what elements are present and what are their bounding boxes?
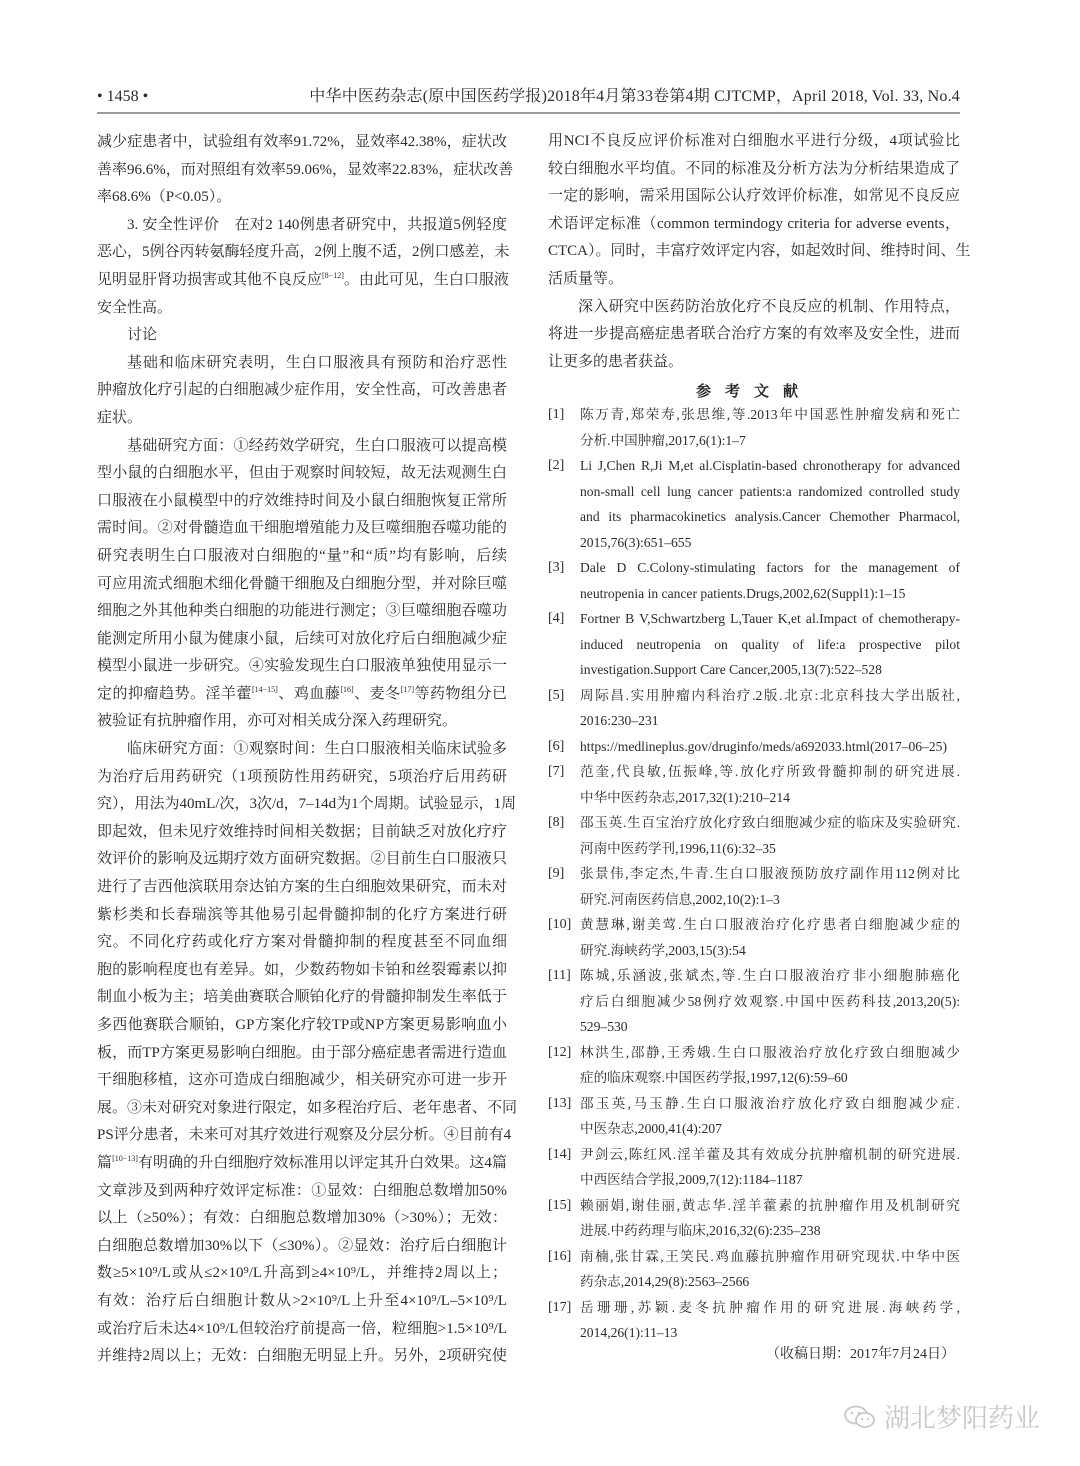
text-line xyxy=(97,212,507,240)
text-segment: 数≥5×10⁹/L或从≤2×10⁹/L升高到≥4×10⁹/L，并维持2周以上； xyxy=(97,1265,507,1282)
citation-superscript: [10−13] xyxy=(112,1153,138,1163)
text-segment: 3. 安全性评价 在对2 140例患者研究中，共报道5例轻度 xyxy=(127,216,507,233)
right-column xyxy=(548,128,971,376)
reference-item xyxy=(548,683,960,734)
reference-number: [17] xyxy=(548,1299,572,1315)
text-line xyxy=(97,736,507,764)
text-segment: 白细胞总数增加30%以下（≤30%）。②显效：治疗后白细胞计 xyxy=(97,1237,507,1254)
text-line xyxy=(548,156,960,184)
reference-line: Dale D C.Colony-stimulating factors for the management of xyxy=(580,560,960,575)
reference-line: https://medlineplus.gov/druginfo/meds/a692033.html(2017–06–25) xyxy=(580,738,948,754)
text-line xyxy=(97,791,517,819)
received-date: （收稿日期：2017年7月24日） xyxy=(766,1347,955,1362)
text-line xyxy=(97,1205,507,1233)
text-line xyxy=(97,405,507,433)
reference-line: 进展.中药药理与临床,2016,32(6):235–238 xyxy=(580,1223,821,1238)
text-line xyxy=(97,184,507,212)
text-segment: 胞的影响程度也有差异。如，少数药物如卡铂和丝裂霉素以抑 xyxy=(97,961,507,978)
reference-number: [7] xyxy=(548,764,565,779)
reference-item xyxy=(548,734,960,760)
text-segment: 文章涉及到两种疗效评定标准：①显效：白细胞总数增加50% xyxy=(97,1182,507,1199)
text-segment: 临床研究方面：①观察时间：生白口服液相关临床试验多 xyxy=(127,741,507,758)
text-line xyxy=(97,1150,507,1178)
reference-line: 河南中医药学刊,1996,11(6):32–35 xyxy=(580,840,776,856)
reference-line: 药杂志,2014,29(8):2563–2566 xyxy=(580,1274,750,1289)
text-segment: 让更多的患者获益。 xyxy=(548,353,684,370)
text-line xyxy=(97,295,507,323)
reference-number: [11] xyxy=(548,968,571,983)
reference-line: 赖丽娟,谢佳丽,黄志华.淫羊藿素的抗肿瘤作用及机制研究 xyxy=(580,1197,960,1213)
text-segment: 减少症患者中，试验组有效率91.72%，显效率42.38%，症状改 xyxy=(97,134,507,150)
text-segment: 将进一步提高癌症患者联合治疗方案的有效率及安全性，进而 xyxy=(548,326,960,343)
wechat-icon xyxy=(842,1404,878,1430)
text-line xyxy=(97,543,507,571)
text-segment: 需时间。②对骨髓造血干细胞增殖能力及巨噬细胞吞噬功能的 xyxy=(97,520,507,537)
reference-number: [3] xyxy=(548,560,565,575)
text-line xyxy=(548,211,960,239)
text-segment: 篇 xyxy=(97,1154,113,1171)
reference-line: neutropenia in cancer patients.Drugs,2002,62(Suppl1):1–15 xyxy=(580,585,906,601)
text-line xyxy=(97,515,507,543)
citation-superscript: [8−12] xyxy=(322,270,344,280)
text-segment: 并维持2周以上；无效：白细胞无明显上升。另外，2项研究使 xyxy=(97,1348,507,1365)
reference-number: [5] xyxy=(548,687,565,703)
text-line xyxy=(97,957,507,985)
text-segment: 板，而TP方案更易影响白细胞。由于部分癌症患者需进行造血 xyxy=(97,1044,507,1061)
text-segment: 即起效，但未见疗效维持时间相关数据；目前缺乏对放化疗疗 xyxy=(97,823,507,840)
reference-line: 邵玉英,马玉静.生白口服液治疗放化疗致白细胞减少症. xyxy=(580,1095,960,1111)
reference-line: 范奎,代良敏,伍振峰,等.放化疗所致骨髓抑制的研究进展. xyxy=(580,764,960,779)
reference-item xyxy=(548,861,960,912)
reference-item xyxy=(548,606,960,683)
citation-superscript: [14−15] xyxy=(251,684,278,694)
text-segment: 有效：治疗后白细胞计数从>2×10⁹/L上升至4×10⁹/L–5×10⁹/L xyxy=(97,1292,507,1309)
references-title: 参考文献 xyxy=(695,384,812,400)
reference-item xyxy=(548,963,960,1040)
text-segment: 制血小板为主；培美曲赛联合顺铂化疗的骨髓抑制发生率低于 xyxy=(97,989,507,1006)
text-segment: 术语评定标准（common termindogy criteria for adverse events， xyxy=(548,215,960,232)
text-segment: 一定的影响，需采用国际公认疗效评价标准，如常见不良反应 xyxy=(548,188,960,205)
reference-line: and its pharmacokinetics analysis.Cancer Chemother Pharmacol, xyxy=(580,509,960,524)
reference-number: [2] xyxy=(548,458,565,473)
text-line xyxy=(97,433,507,461)
text-line xyxy=(97,984,507,1012)
text-line xyxy=(97,377,507,405)
text-line xyxy=(97,1233,507,1261)
text-segment: CTCA）。同时，丰富疗效评定内容，如起效时间、维持时间、生 xyxy=(548,243,971,260)
reference-line: 黄慧琳,谢美莺.生白口服液治疗化疗患者白细胞减少症的 xyxy=(580,917,960,932)
reference-line: investigation.Support Care Cancer,2005,13(7):522–528 xyxy=(580,662,882,677)
text-line xyxy=(97,1122,512,1150)
text-segment: 较白细胞水平均值。不同的标准及分析方法为分析结果造成了 xyxy=(548,160,960,177)
reference-number: [6] xyxy=(548,738,565,754)
reference-line: 中医杂志,2000,41(4):207 xyxy=(580,1121,722,1136)
reference-item xyxy=(548,1142,960,1193)
text-line xyxy=(97,1316,507,1344)
text-segment: 型小鼠的白细胞水平，但由于观察时间较短，故无法观测生白 xyxy=(97,465,507,482)
reference-line: 分析.中国肿瘤,2017,6(1):1–7 xyxy=(580,432,746,448)
reference-line: 周际昌.实用肿瘤内科治疗.2版.北京:北京科技大学出版社, xyxy=(580,687,960,703)
reference-line: induced neutropenia on quality of life:a prospective pilot xyxy=(580,636,960,652)
text-segment: 定的抑瘤趋势。淫羊藿 xyxy=(97,685,252,702)
reference-number: [14] xyxy=(548,1146,572,1162)
reference-number: [10] xyxy=(548,917,572,932)
reference-line: 2014,26(1):11–13 xyxy=(580,1325,678,1340)
text-segment: 研究表明生白口服液对白细胞的“量”和“质”均有影响，后续 xyxy=(97,547,507,564)
header-rule xyxy=(97,112,960,114)
text-segment: 用NCI不良反应评价标准对白细胞水平进行分级，4项试验比 xyxy=(548,133,960,149)
reference-line: 症的临床观察.中国医药学报,1997,12(6):59–60 xyxy=(580,1070,848,1085)
reference-line: 2015,76(3):651–655 xyxy=(580,534,692,550)
text-line xyxy=(97,1067,507,1095)
text-segment: 恶心，5例谷丙转氨酶轻度升高，2例上腹不适，2例口感差，未 xyxy=(97,244,510,261)
reference-line: 疗后白细胞减少58例疗效观察.中国中医药科技,2013,20(5): xyxy=(580,993,960,1009)
text-segment: 被验证有抗肿瘤作用，亦可对相关成分深入药理研究。 xyxy=(97,713,458,730)
reference-line: 2016:230–231 xyxy=(580,713,659,728)
text-segment: 深入研究中医药防治放化疗不良反应的机制、作用特点， xyxy=(578,298,960,315)
text-segment: 见明显肝肾功损害或其他不良反应 xyxy=(97,271,323,288)
reference-number: [12] xyxy=(548,1044,572,1060)
text-segment: 症状。 xyxy=(97,409,143,426)
text-segment: 。由此可见，生白口服液 xyxy=(343,271,509,288)
text-line xyxy=(97,571,507,599)
text-line xyxy=(97,1343,507,1371)
reference-line: 研究.海峡药学,2003,15(3):54 xyxy=(580,942,746,958)
text-line xyxy=(97,874,507,902)
reference-number: [15] xyxy=(548,1197,572,1213)
reference-item xyxy=(548,759,960,810)
text-line xyxy=(548,128,960,156)
text-line xyxy=(97,1288,507,1316)
text-segment: 或治疗后未达4×10⁹/L但较治疗前提高一倍，粒细胞>1.5×10⁹/L xyxy=(97,1320,507,1337)
text-segment: 为治疗后用药研究（1项预防性用药研究，5项治疗后用药研 xyxy=(97,768,507,785)
text-segment: 展。③未对研究对象进行限定，如多程治疗后、老年患者、不同 xyxy=(97,1099,518,1116)
text-segment: 基础研究方面：①经药效学研究，生白口服液可以提高模 xyxy=(127,437,507,454)
reference-line: 陈万青,郑荣寿,张思维,等.2013年中国恶性肿瘤发病和死亡 xyxy=(580,407,960,422)
text-segment: 讨论 xyxy=(127,327,158,344)
reference-number: [8] xyxy=(548,815,565,830)
text-line xyxy=(97,322,507,350)
text-segment: 以上（≥50%）；有效：白细胞总数增加30%（>30%）；无效： xyxy=(97,1210,507,1227)
text-segment: 、鸡血藤 xyxy=(277,685,341,702)
text-segment: 安全性高。 xyxy=(97,299,173,316)
text-segment: 效评价的影响及远期疗效方面研究数据。②目前生白口服液只 xyxy=(97,851,507,868)
reference-line: 中华中医药杂志,2017,32(1):210–214 xyxy=(580,789,790,805)
reference-line: 林洪生,邵静,王秀娥.生白口服液治疗放化疗致白细胞减少 xyxy=(580,1044,960,1060)
text-segment: 紫杉类和长春瑞滨等其他易引起骨髓抑制的化疗方案进行研 xyxy=(97,906,507,923)
text-line xyxy=(97,708,507,736)
text-line xyxy=(97,598,507,626)
reference-item xyxy=(548,1295,960,1346)
reference-item xyxy=(548,555,960,606)
text-line xyxy=(97,460,507,488)
text-line xyxy=(97,488,507,516)
reference-list xyxy=(548,402,960,1346)
reference-number: [9] xyxy=(548,866,565,881)
watermark xyxy=(842,1398,1040,1435)
text-line xyxy=(97,653,507,681)
text-segment: 可应用流式细胞术细化骨髓干细胞及白细胞分型，并对除巨噬 xyxy=(97,575,507,592)
reference-item xyxy=(548,1091,960,1142)
reference-item xyxy=(548,810,960,861)
text-line xyxy=(97,157,514,185)
reference-item xyxy=(548,1040,960,1091)
reference-line: Li J,Chen R,Ji M,et al.Cisplatin-based chronotherapy for advanced xyxy=(580,458,960,473)
text-line xyxy=(548,238,971,266)
text-line xyxy=(97,626,507,654)
text-segment: 细胞之外其他种类白细胞的功能进行测定；③巨噬细胞吞噬功 xyxy=(97,603,507,620)
text-line xyxy=(548,294,960,322)
reference-line: 岳珊珊,苏颖.麦冬抗肿瘤作用的研究进展.海峡药学, xyxy=(580,1299,960,1315)
text-segment: 口服液在小鼠模型中的疗效维持时间及小鼠白细胞恢复正常所 xyxy=(97,492,507,509)
citation-superscript: [17] xyxy=(400,684,414,694)
text-line xyxy=(97,239,510,267)
text-segment: 基础和临床研究表明，生白口服液具有预防和治疗恶性 xyxy=(127,354,507,371)
reference-line: 南楠,张甘霖,王笑民.鸡血藤抗肿瘤作用研究现状.中华中医 xyxy=(580,1248,960,1264)
reference-line: 张景伟,李定杰,牛青.生白口服液预防放疗副作用112例对比 xyxy=(580,866,960,881)
reference-line: 529–530 xyxy=(580,1019,628,1034)
text-segment: 善率96.6%，而对照组有效率59.06%，显效率22.83%，症状改善 xyxy=(97,161,514,178)
text-segment: 多西他赛联合顺铂，GP方案化疗较TP或NP方案更易影响血小 xyxy=(97,1017,507,1033)
text-line xyxy=(97,267,507,295)
text-line xyxy=(97,129,507,157)
text-segment: 究。不同化疗药或化疗方案对骨髓抑制的程度甚至不同血细 xyxy=(97,934,507,951)
text-segment: 有明确的升白细胞疗效标准用以评定其升白效果。这4篇 xyxy=(137,1154,507,1171)
reference-number: [16] xyxy=(548,1248,572,1264)
text-line xyxy=(97,1178,507,1206)
text-segment: 、麦冬 xyxy=(353,685,401,702)
reference-line: 陈城,乐涵波,张斌杰,等.生白口服液治疗非小细胞肺癌化 xyxy=(580,968,960,983)
reference-number: [1] xyxy=(548,407,565,422)
text-segment: PS评分患者，未来可对其疗效进行观察及分层分析。④目前有4 xyxy=(97,1127,512,1144)
text-segment: 进行了吉西他滨联用奈达铂方案的生白细胞效果研究，而未对 xyxy=(97,879,507,896)
text-segment: 活质量等。 xyxy=(548,270,624,287)
reference-number: [4] xyxy=(548,611,565,626)
citation-superscript: [16] xyxy=(340,684,354,694)
reference-item xyxy=(548,1193,960,1244)
reference-line: 研究.河南医药信息,2002,10(2):1–3 xyxy=(580,891,780,907)
page-number: • 1458 • xyxy=(97,88,149,105)
reference-item xyxy=(548,1244,960,1295)
reference-item xyxy=(548,402,960,453)
text-segment: 能测定所用小鼠为健康小鼠，后续可对放化疗后白细胞减少症 xyxy=(97,630,507,647)
text-line xyxy=(548,321,960,349)
text-line xyxy=(97,764,507,792)
reference-line: Fortner B V,Schwartzberg L,Tauer K,et al.Impact of chemotherapy- xyxy=(580,611,960,626)
text-line xyxy=(97,902,507,930)
text-line xyxy=(548,183,960,211)
reference-item xyxy=(548,453,960,555)
text-line xyxy=(548,266,960,294)
reference-item xyxy=(548,912,960,963)
reference-line: 尹剑云,陈红风.淫羊藿及其有效成分抗肿瘤机制的研究进展. xyxy=(580,1146,960,1162)
text-line xyxy=(97,929,507,957)
reference-line: 中西医结合学报,2009,7(12):1184–1187 xyxy=(580,1172,803,1187)
reference-line: 邵玉英.生百宝治疗放化疗致白细胞减少症的临床及实验研究. xyxy=(580,815,960,830)
text-line xyxy=(97,846,507,874)
text-line xyxy=(97,1095,518,1123)
running-header-journal: 中华中医药杂志(原中国医药学报)2018年4月第33卷第4期 CJTCMP，April 2018, Vol. 33, No.4 xyxy=(309,88,960,105)
text-segment: 等药物组分已 xyxy=(413,685,507,702)
text-line xyxy=(97,350,507,378)
text-line xyxy=(97,1040,507,1068)
reference-line: non-small cell lung cancer patients:a randomized controlled study xyxy=(580,483,960,499)
text-line xyxy=(97,681,507,709)
text-line xyxy=(548,349,960,377)
text-segment: 率68.6%（P<0.05）。 xyxy=(97,189,232,206)
text-segment: 究），用法为40mL/次，3次/d，7–14d为1个周期。试验显示，1周 xyxy=(97,796,517,813)
reference-number: [13] xyxy=(548,1095,572,1111)
text-segment: 干细胞移植，这亦可造成白细胞减少，相关研究亦可进一步开 xyxy=(97,1072,507,1089)
left-column xyxy=(97,129,518,1371)
text-segment: 肿瘤放化疗引起的白细胞减少症作用，安全性高，可改善患者 xyxy=(97,382,507,399)
text-line xyxy=(97,1012,507,1040)
text-line xyxy=(97,819,507,847)
text-segment: 模型小鼠进一步研究。④实验发现生白口服液单独使用显示一 xyxy=(97,658,507,675)
watermark-text: 湖北梦阳药业 xyxy=(884,1404,1041,1434)
text-line xyxy=(97,1260,507,1288)
